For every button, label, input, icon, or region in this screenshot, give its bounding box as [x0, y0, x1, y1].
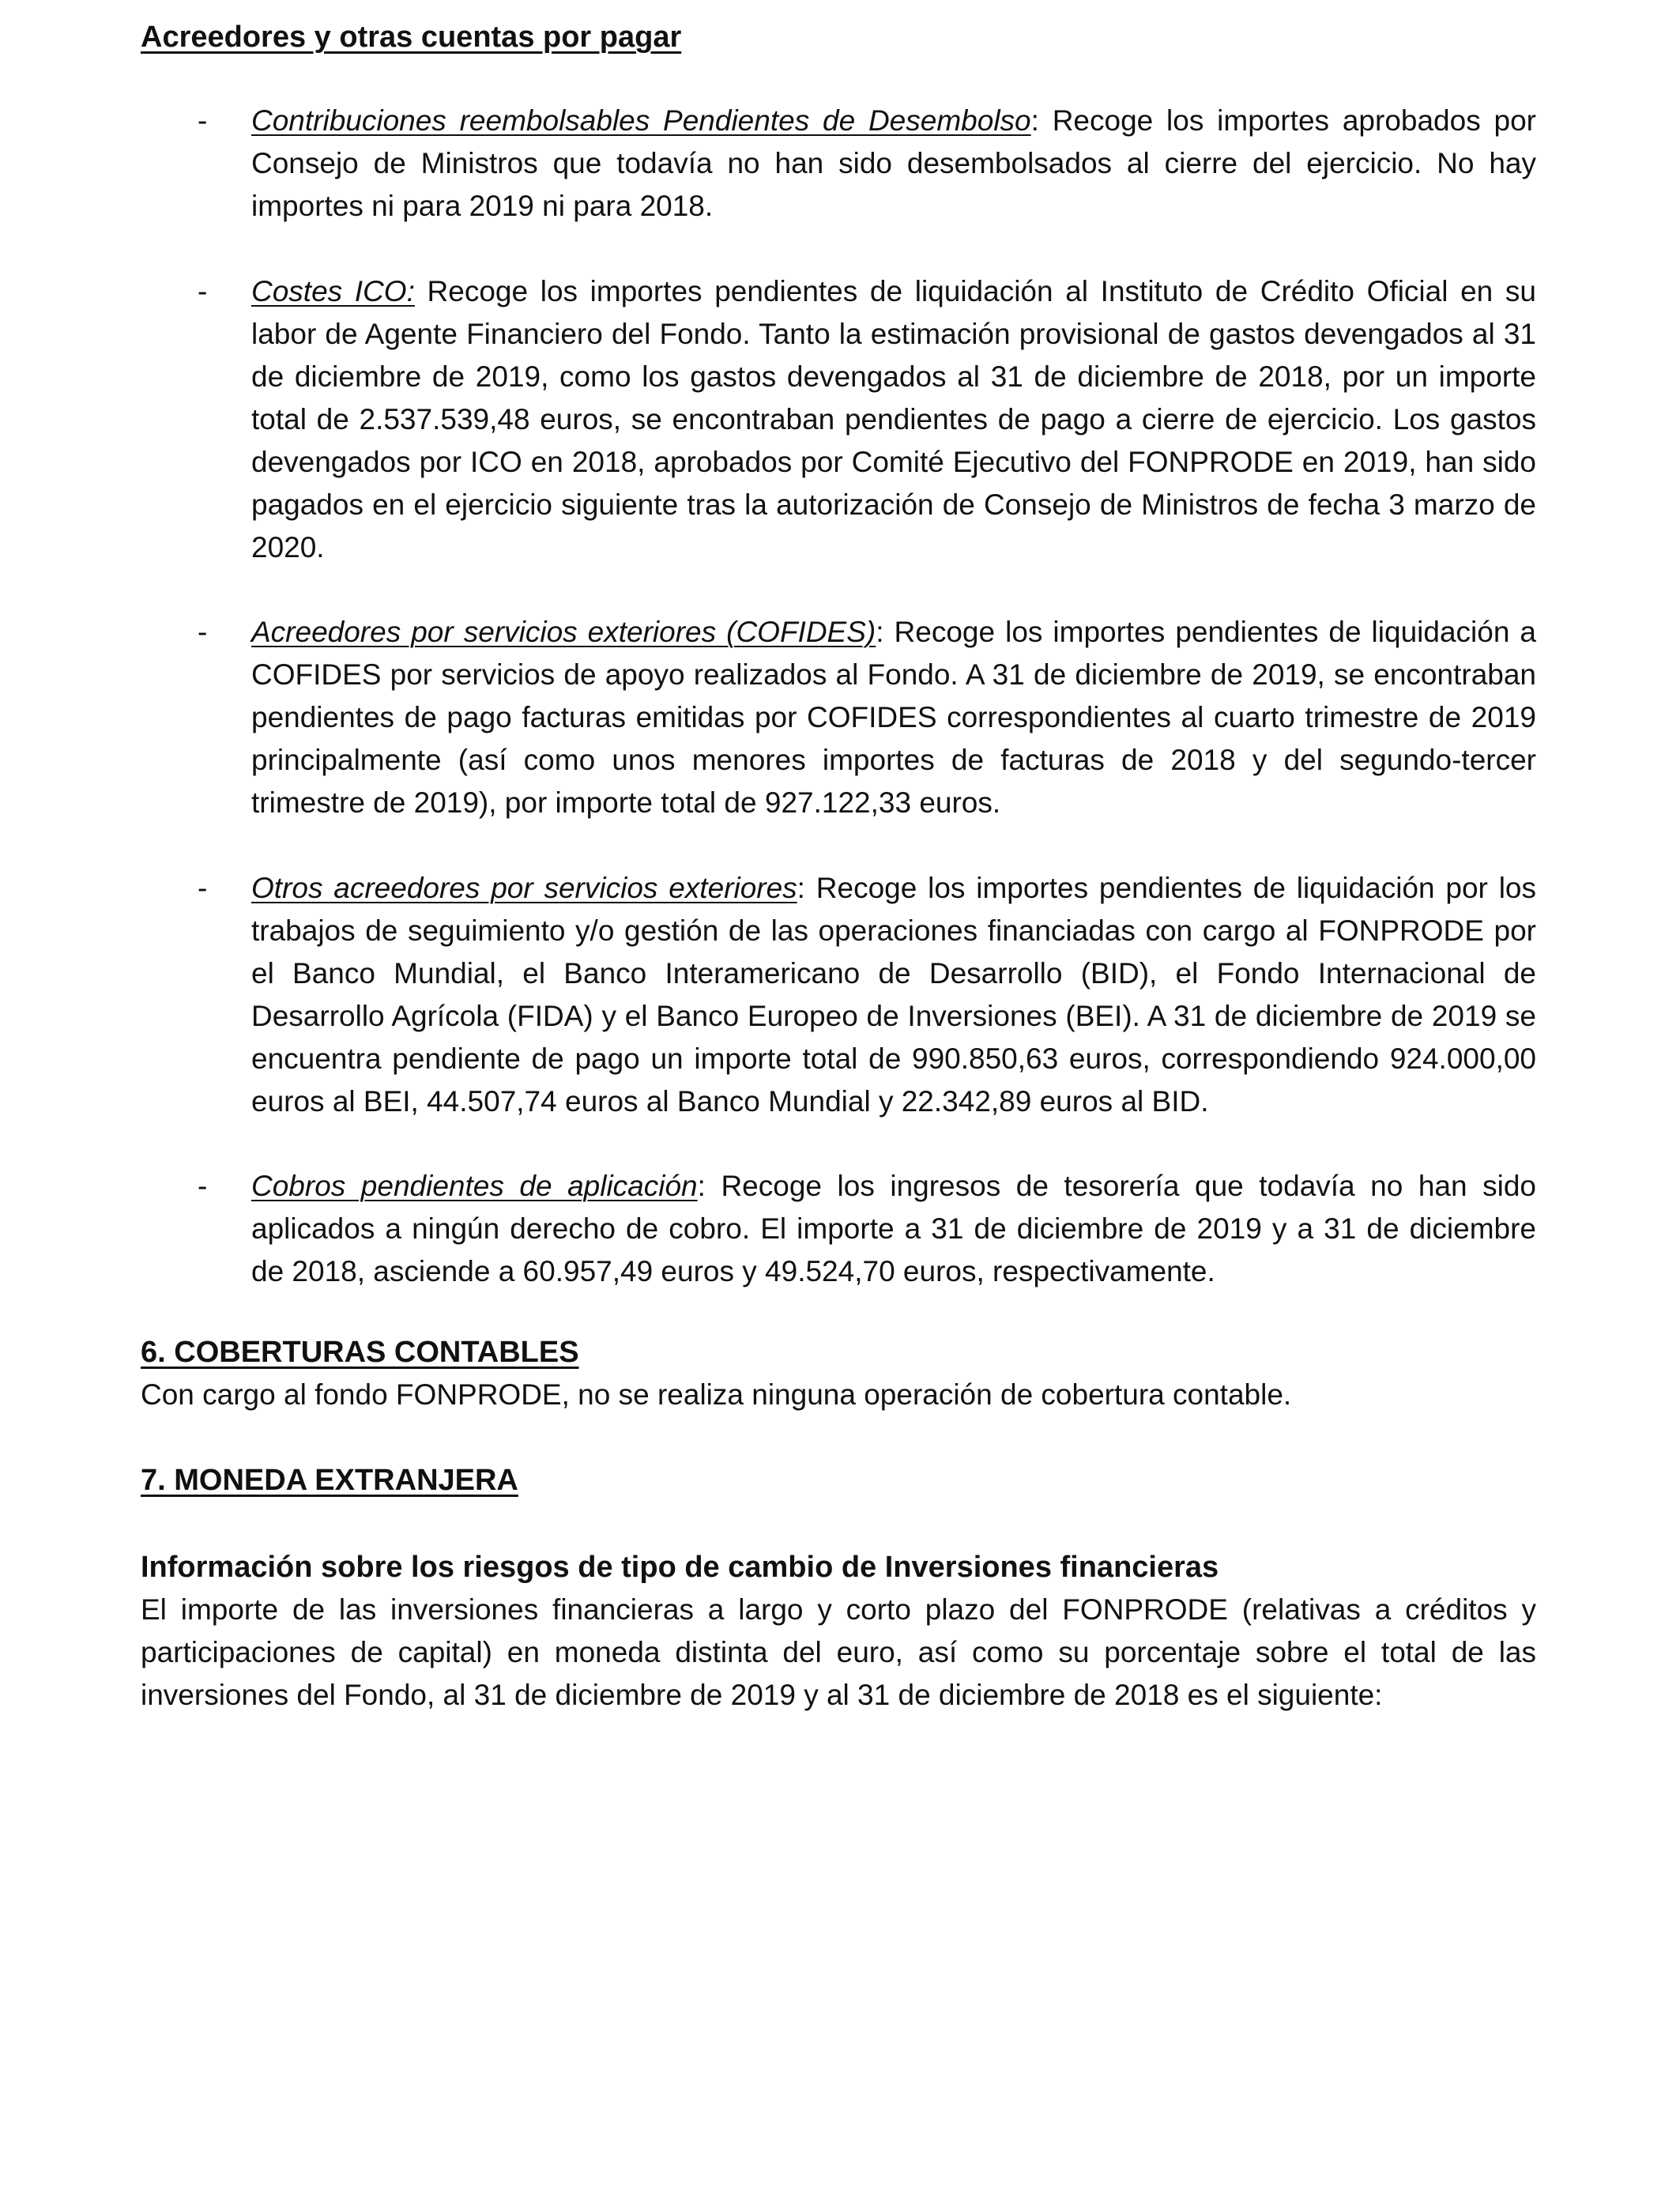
- section-text-coberturas: Con cargo al fondo FONPRODE, no se realiza ninguna operación de cobertura contable.: [141, 1378, 1292, 1411]
- item-term: Acreedores por servicios exteriores (COFIDES): [251, 616, 876, 648]
- creditor-items-list: [141, 100, 1536, 1293]
- item-term: Cobros pendientes de aplicación: [251, 1170, 698, 1202]
- bullet-dash: -: [198, 871, 208, 904]
- list-item: [141, 1165, 1536, 1293]
- list-item: [141, 100, 1536, 228]
- item-description: Recoge los ingresos de tesorería que todavía no han sido aplicados a ningún derecho de cobro. El importe a 31 de diciembre de 2019 y a 31 de diciembre de 2018, asciende a 60.957,49 euros y 49.524,70 euros, respectivamente.: [251, 1170, 1536, 1287]
- item-term-punct: :: [797, 871, 805, 904]
- section-title-acreedores: Acreedores y otras cuentas por pagar: [141, 21, 682, 54]
- item-term: Otros acreedores por servicios exteriores: [251, 871, 797, 904]
- bullet-dash: -: [198, 1170, 208, 1202]
- list-item-text: [251, 270, 1536, 569]
- document-page: [141, 16, 1536, 1717]
- item-description: Recoge los importes aprobados por Consejo de Ministros que todavía no han sido desembolsados al cierre del ejercicio. No hay importes ni para 2019 ni para 2018.: [251, 104, 1536, 222]
- list-item-text: [251, 1165, 1536, 1293]
- item-term-punct: :: [697, 1170, 706, 1202]
- bullet-dash: -: [198, 616, 208, 648]
- bullet-dash: -: [198, 274, 208, 307]
- list-item: [141, 270, 1536, 569]
- item-description: Recoge los importes pendientes de liquidación a COFIDES por servicios de apoyo realizados al Fondo. A 31 de diciembre de 2019, se encontraban pendientes de pago facturas emitidas por COFIDES correspondientes al cuarto trimestre de 2019 principalmente (así como unos menores importes de facturas de 2018 y del segundo-tercer trimestre de 2019), por importe total de 927.122,33 euros.: [251, 616, 1536, 819]
- item-term-punct: :: [876, 616, 884, 648]
- section-heading-moneda: 7. MONEDA EXTRANJERA: [141, 1464, 518, 1497]
- item-term-punct: :: [1030, 104, 1039, 137]
- section-text-moneda: El importe de las inversiones financieras a largo y corto plazo del FONPRODE (relativas a créditos y participaciones de capital) en moneda distinta del euro, así como su porcentaje sobre el total de las inversiones del Fondo, al 31 de diciembre de 2019 y al 31 de diciembre de 2018 es el siguiente:: [141, 1593, 1536, 1711]
- list-item: [141, 611, 1536, 824]
- list-item-text: [251, 100, 1536, 228]
- bullet-dash: -: [198, 104, 208, 137]
- list-item-text: [251, 867, 1536, 1123]
- item-term: Contribuciones reembolsables Pendientes de Desembolso: [251, 104, 1031, 137]
- item-term: Costes ICO:: [251, 274, 415, 307]
- list-item: [141, 867, 1536, 1123]
- subheading-riesgos-cambio: Información sobre los riesgos de tipo de cambio de Inversiones financieras: [141, 1551, 1219, 1584]
- item-description: Recoge los importes pendientes de liquidación por los trabajos de seguimiento y/o gestión de las operaciones financiadas con cargo al FONPRODE por el Banco Mundial, el Banco Interamericano de Desarrollo (BID), el Fondo Internacional de Desarrollo Agrícola (FIDA) y el Banco Europeo de Inversiones (BEI). A 31 de diciembre de 2019 se encuentra pendiente de pago un importe total de 990.850,63 euros, correspondiendo 924.000,00 euros al BEI, 44.507,74 euros al Banco Mundial y 22.342,89 euros al BID.: [251, 871, 1536, 1118]
- section-heading-coberturas: 6. COBERTURAS CONTABLES: [141, 1336, 579, 1369]
- list-item-text: [251, 611, 1536, 824]
- item-description: Recoge los importes pendientes de liquidación al Instituto de Crédito Oficial en su labor de Agente Financiero del Fondo. Tanto la estimación provisional de gastos devengados al 31 de diciembre de 2019, como los gastos devengados al 31 de diciembre de 2018, por un importe total de 2.537.539,48 euros, se encontraban pendientes de pago a cierre de ejercicio. Los gastos devengados por ICO en 2018, aprobados por Comité Ejecutivo del FONPRODE en 2019, han sido pagados en el ejercicio siguiente tras la autorización de Consejo de Ministros de fecha 3 marzo de 2020.: [251, 274, 1536, 564]
